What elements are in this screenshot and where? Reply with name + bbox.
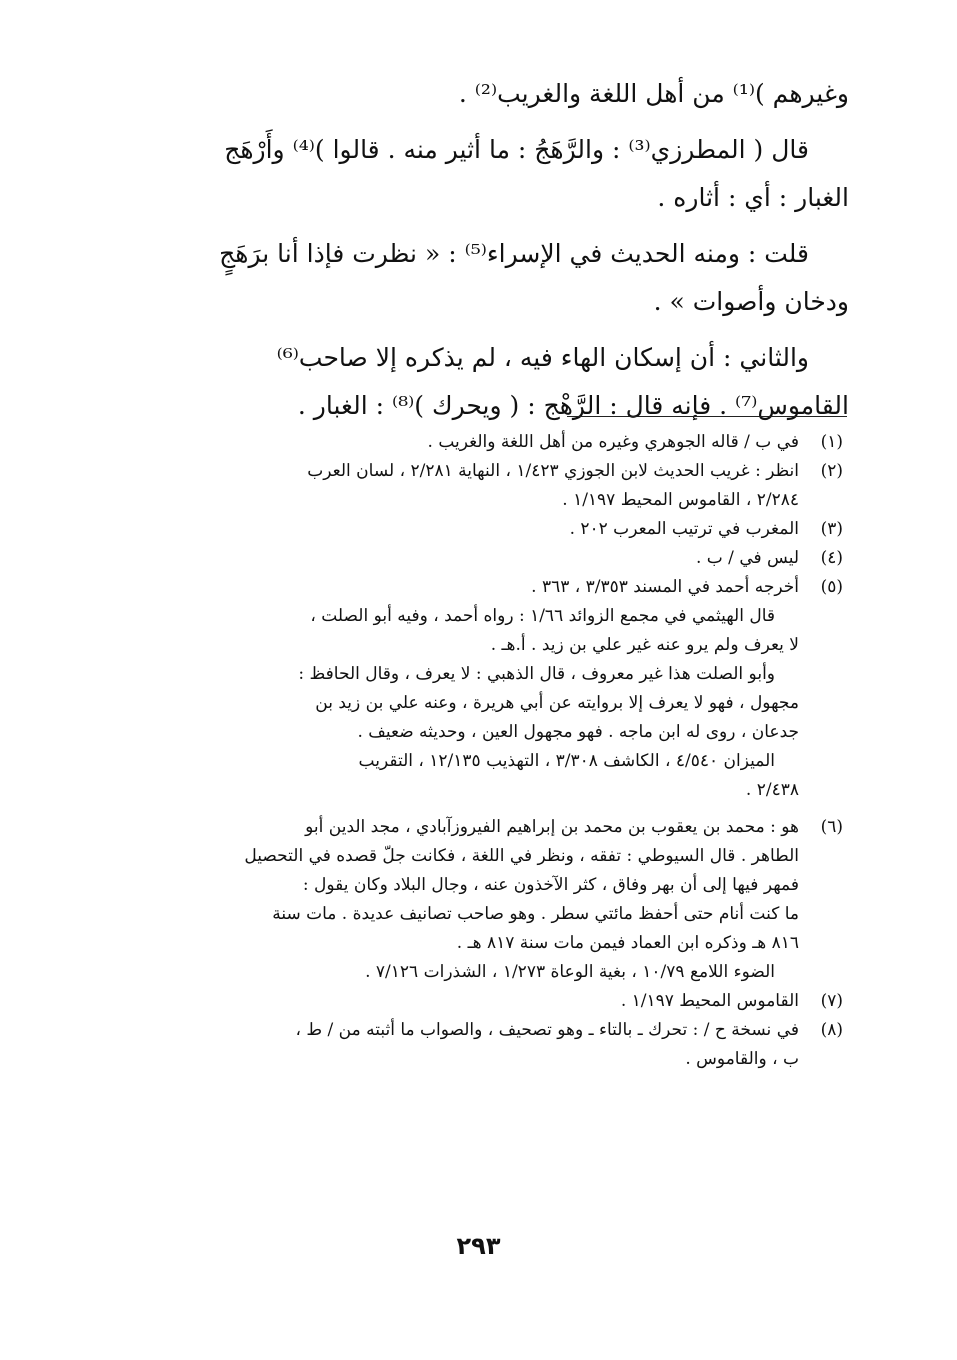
footnote <box>109 573 849 805</box>
footnote-number: (٤) <box>820 548 843 568</box>
footnote-line: مجهول ، فهو لا يعرف إلا بروايته عن أبي هريرة ، وعنه علي بن زيد بن <box>315 693 799 713</box>
footnote-number: (٥) <box>820 577 843 597</box>
footnote-number: (٨) <box>820 1020 843 1040</box>
footnote-number: (٢) <box>820 461 843 481</box>
footnote-line: فمهر فيها إلى أن بهر وفاق ، كثر الآخذون عنه ، وجال البلاد وكان يقول : <box>302 875 799 895</box>
footnote-body <box>109 457 799 515</box>
footnote-line: ليس في / ب . <box>695 548 799 568</box>
footnote <box>109 987 849 1016</box>
main-text-line: وغيرهم )⁽¹⁾ من أهل اللغة والغريب⁽²⁾ . <box>458 79 849 108</box>
footnote-line: أخرجه أحمد في المسند ٣/٣٥٣ ، ٣٦٣ . <box>531 577 799 597</box>
footnote <box>109 515 849 544</box>
footnote-line: المغرب في ترتيب المعرب ٢٠٢ . <box>569 519 799 539</box>
main-text-line: قلت : ومنه الحديث في الإسراء⁽⁵⁾ : « نظرت فإذا أنا برَهَجٍ <box>219 239 809 268</box>
footnote-body <box>109 1016 799 1074</box>
footnotes-section <box>109 428 849 1074</box>
footnote <box>109 544 849 573</box>
footnote <box>109 813 849 987</box>
footnote-line: جدعان ، روى له ابن ماجه . فهو مجهول العين ، وحديثه ضعيف . <box>357 722 799 742</box>
footnote-line: ٨١٦ هـ وذكره ابن العماد فيمن مات سنة ٨١٧ هـ . <box>456 933 799 953</box>
main-text <box>104 70 849 430</box>
footnote-line: قال الهيثمي في مجمع الزوائد ١/٦٦ : رواه أحمد ، وفيه أبو الصلت ، <box>310 606 775 626</box>
main-text-line: القاموس⁽⁷⁾ . فإنه قال : الرَّهْج : ( ويحرك )⁽⁸⁾ : الغبار . <box>297 391 849 420</box>
footnote-body <box>109 813 799 987</box>
footnote-number: (١) <box>820 432 843 452</box>
footnote-line: ما كنت أنام حتى أحفظ مائتي سطر . وهو صاحب تصانيف عديدة . مات سنة <box>272 904 799 924</box>
footnote-line: في ب / قاله الجوهري وغيره من أهل اللغة والغريب . <box>427 432 799 452</box>
main-text-line: ودخان وأصوات » . <box>653 287 849 316</box>
footnote-line: ٢/٢٨٤ ، القاموس المحيط ١/١٩٧ . <box>562 490 799 510</box>
footnote-separator <box>567 416 847 417</box>
footnote-line: الطاهر . قال السيوطي : تفقه ، ونظر في اللغة ، فكانت جلّ قصده في التحصيل <box>244 846 799 866</box>
footnote-body <box>109 515 799 544</box>
footnote-line: الميزان ٤/٥٤٠ ، الكاشف ٣/٣٠٨ ، التهذيب ١٢/١٣٥ ، التقريب <box>358 751 775 771</box>
footnote-line: القاموس المحيط ١/١٩٧ . <box>620 991 799 1011</box>
footnote <box>109 1016 849 1074</box>
footnote-line: الضوء اللامع ١٠/٧٩ ، بغية الوعاة ١/٢٧٣ ، الشذرات ٧/١٢٦ . <box>365 962 775 982</box>
main-text-line: والثاني : أن إسكان الهاء فيه ، لم يذكره إلا صاحب⁽⁶⁾ <box>276 343 809 372</box>
footnote-line: لا يعرف ولم يرو عنه غير علي بن زيد . أ.هـ . <box>490 635 799 655</box>
footnote-line: في نسخة ح / : تحرك ـ بالتاء ـ وهو تصحيف ، والصواب ما أثبته من / ط ، <box>295 1020 799 1040</box>
footnote <box>109 457 849 515</box>
footnote-number: (٦) <box>820 817 843 837</box>
main-text-line: قال ( المطرزي⁽³⁾ : والرَّهَجُ : ما أثير منه . قالوا )⁽⁴⁾ وأَرْهَج <box>224 135 809 164</box>
footnote-number: (٧) <box>820 991 843 1011</box>
footnote <box>109 428 849 457</box>
footnote-body <box>109 428 799 457</box>
main-text-line: الغبار : أي : أثاره . <box>657 183 849 212</box>
footnote-line: ب ، والقاموس . <box>685 1049 799 1069</box>
footnote-line: هو : محمد بن يعقوب بن محمد بن إبراهيم الفيروزآبادي ، مجد الدين أبو <box>305 817 799 837</box>
page-number: ٢٩٣ <box>456 1232 501 1260</box>
footnote-body <box>109 573 799 805</box>
footnote-line: وأبو الصلت هذا غير معروف ، قال الذهبي : لا يعرف ، وقال الحافظ : <box>298 664 775 684</box>
footnote-line: ٢/٤٣٨ . <box>745 780 799 800</box>
footnote-body <box>109 544 799 573</box>
footnote-line: انظر : غريب الحديث لابن الجوزي ١/٤٢٣ ، النهاية ٢/٢٨١ ، لسان العرب <box>307 461 799 481</box>
footnote-number: (٣) <box>820 519 843 539</box>
footnote-body <box>109 987 799 1016</box>
